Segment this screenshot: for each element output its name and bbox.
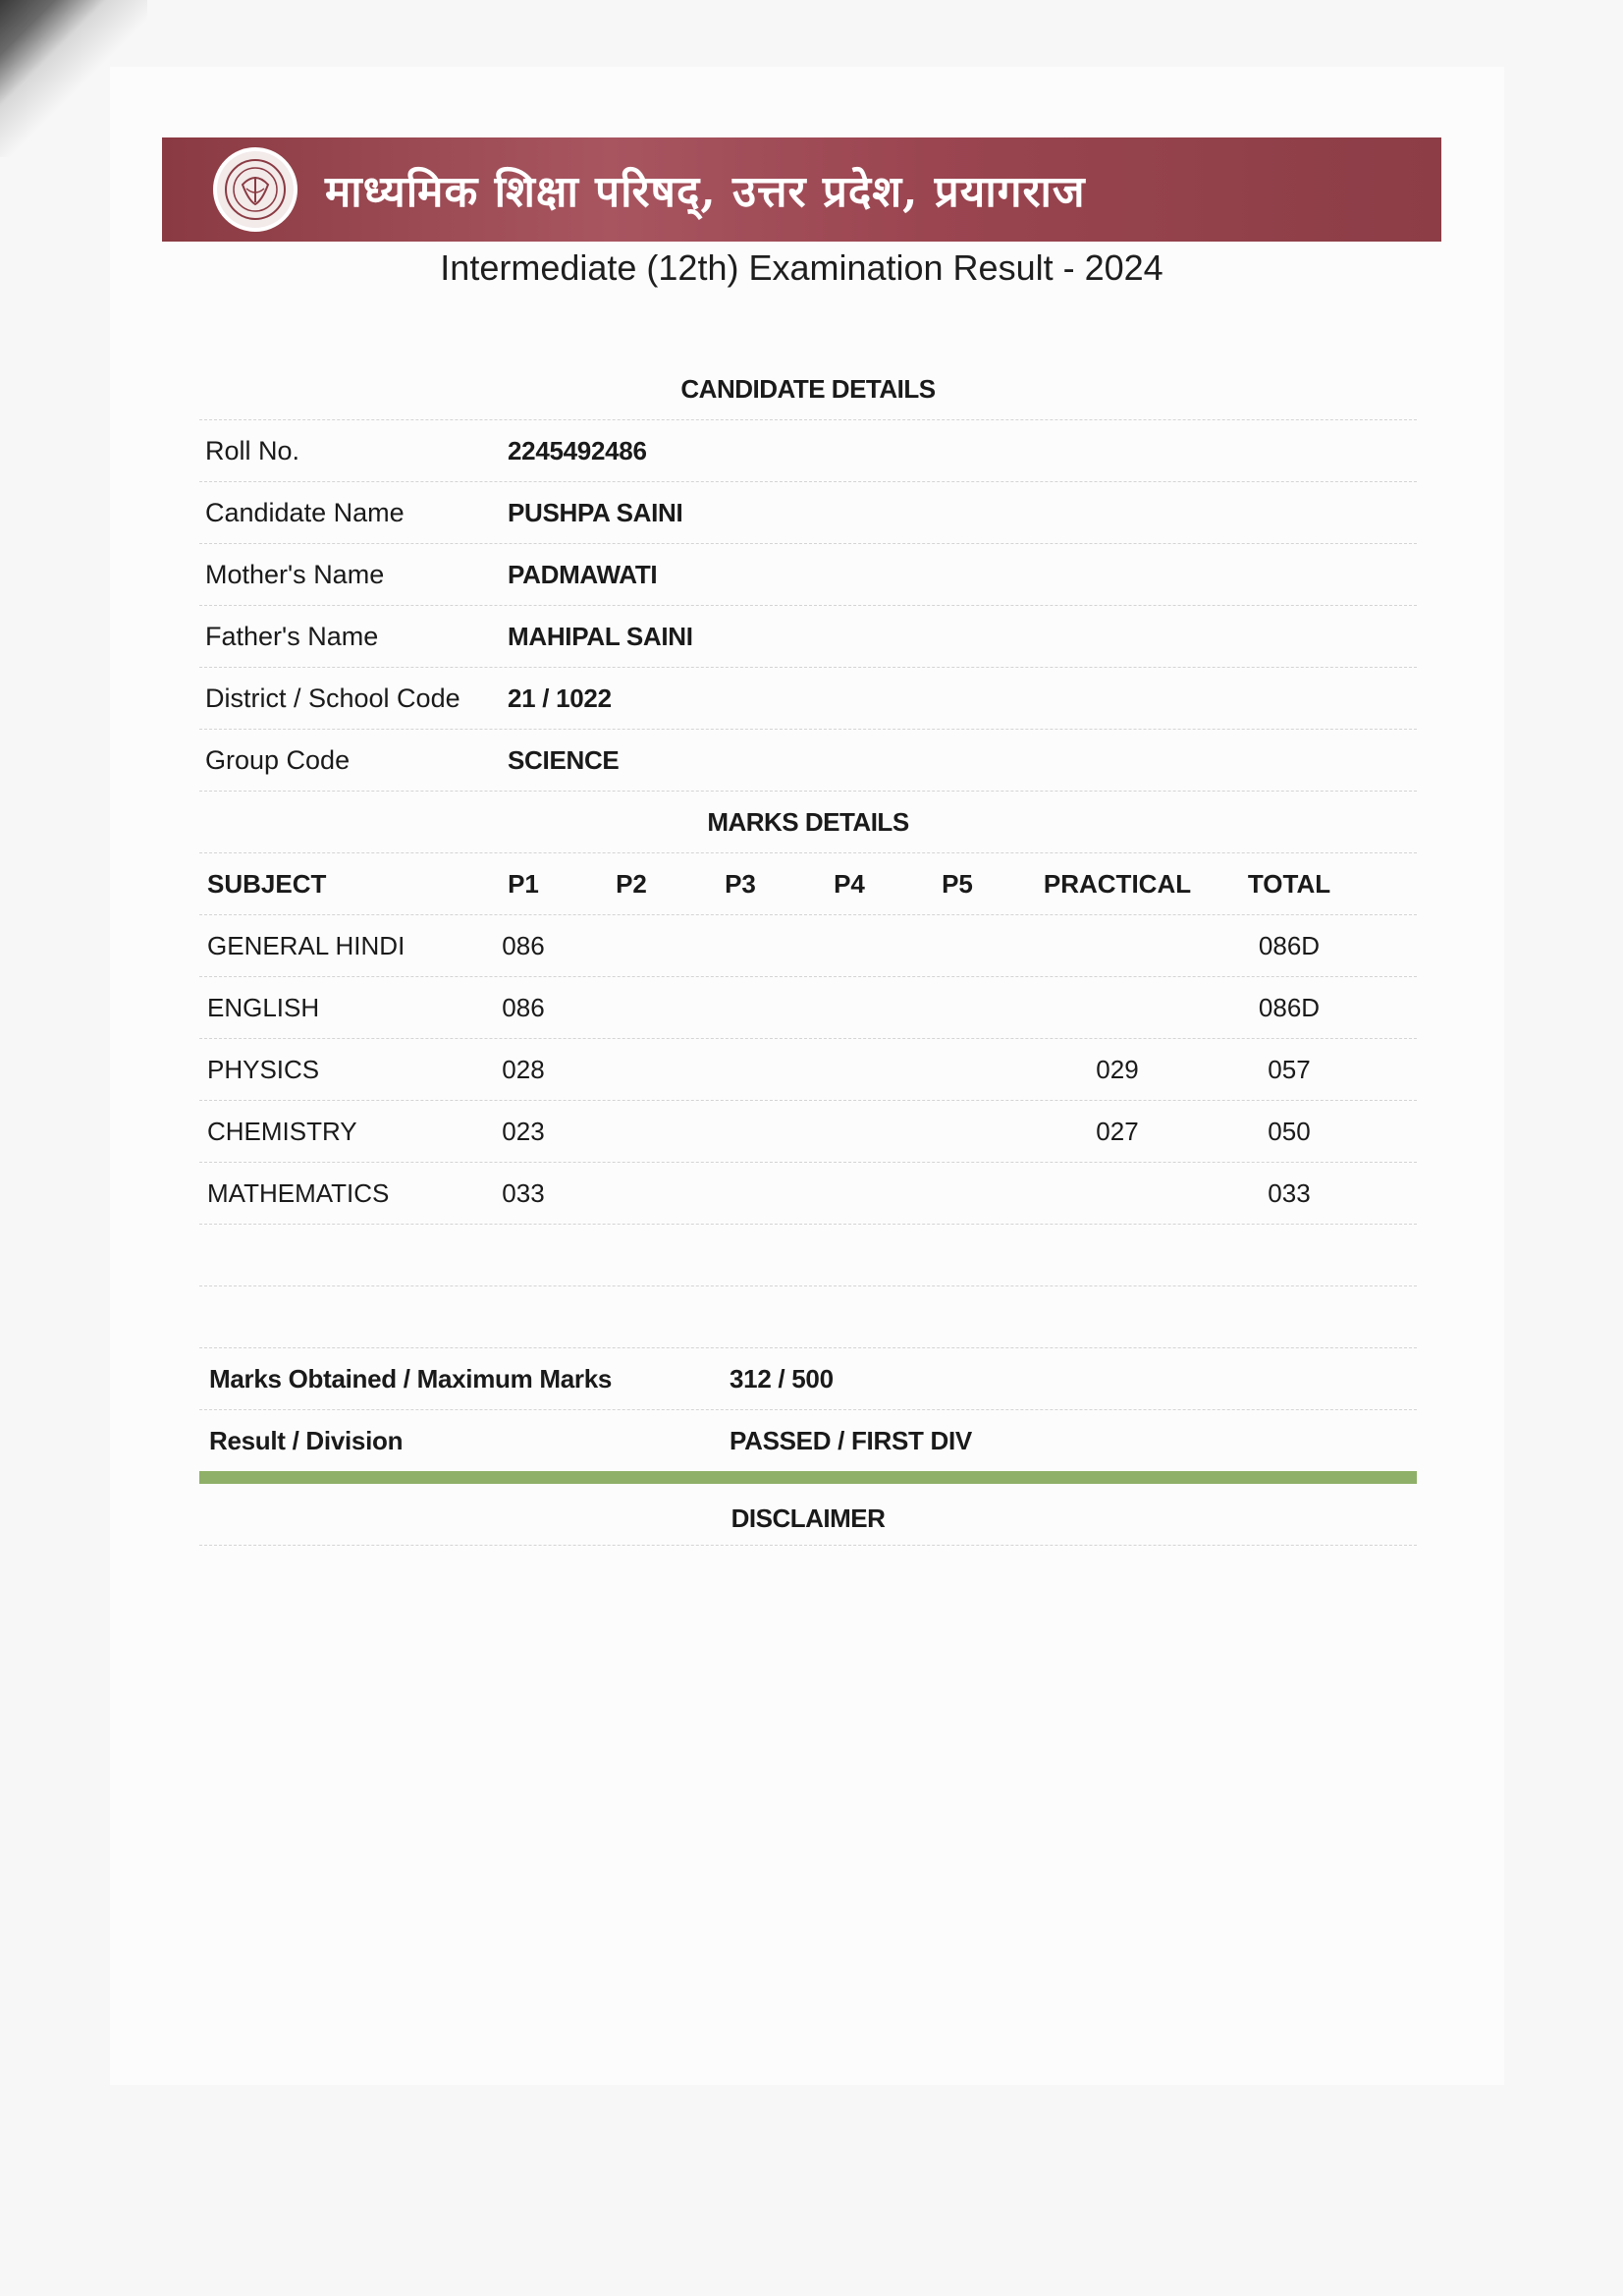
p1-cell: 028	[502, 1055, 545, 1084]
column-header: PRACTICAL	[1043, 869, 1192, 899]
field-label: Group Code	[205, 745, 351, 775]
total-cell: 033	[1268, 1178, 1311, 1208]
column-header: SUBJECT	[207, 869, 327, 899]
result-content	[199, 358, 1417, 1546]
marks-obtained-value: 312 / 500	[730, 1364, 834, 1394]
p1-cell: 023	[502, 1117, 545, 1146]
column-header: P5	[942, 869, 973, 899]
table-row	[199, 915, 1417, 977]
candidate-details-heading: CANDIDATE DETAILS	[680, 374, 936, 404]
column-header: P1	[508, 869, 539, 899]
group-code: SCIENCE	[508, 745, 620, 775]
marks-details-heading: MARKS DETAILS	[707, 807, 909, 837]
table-spacer	[199, 1225, 1417, 1286]
subject-cell: PHYSICS	[207, 1055, 320, 1084]
table-row	[199, 1163, 1417, 1225]
result-summary-row	[199, 1410, 1417, 1471]
field-label: District / School Code	[205, 683, 460, 713]
field-label: Mother's Name	[205, 560, 385, 589]
total-cell: 057	[1268, 1055, 1311, 1084]
roll-number: 2245492486	[508, 436, 647, 465]
divider-bar	[199, 1471, 1417, 1484]
table-row	[199, 977, 1417, 1039]
candidate-field-row	[199, 544, 1417, 606]
total-cell: 086D	[1258, 993, 1321, 1022]
marks-summary-row	[199, 1348, 1417, 1410]
candidate-details-heading-row	[199, 358, 1417, 420]
table-row	[199, 1039, 1417, 1101]
p1-cell: 033	[502, 1178, 545, 1208]
subject-cell: MATHEMATICS	[207, 1178, 390, 1208]
header-banner	[162, 137, 1441, 242]
disclaimer-heading: DISCLAIMER	[730, 1503, 886, 1533]
marks-details-heading-row	[199, 792, 1417, 853]
candidate-name: PUSHPA SAINI	[508, 498, 683, 527]
subject-cell: CHEMISTRY	[207, 1117, 357, 1146]
disclaimer-row	[199, 1484, 1417, 1546]
field-label: Father's Name	[205, 622, 379, 651]
candidate-field-row	[199, 668, 1417, 730]
p1-cell: 086	[502, 931, 545, 960]
column-header: P2	[616, 869, 647, 899]
subject-cell: GENERAL HINDI	[207, 931, 406, 960]
table-row	[199, 1101, 1417, 1163]
result-division-value: PASSED / FIRST DIV	[730, 1426, 972, 1455]
total-cell: 050	[1268, 1117, 1311, 1146]
board-title: माध्यमिक शिक्षा परिषद्, उत्तर प्रदेश, प्रयागराज	[325, 167, 1086, 217]
marks-table-header	[199, 853, 1417, 915]
district-school-code: 21 / 1022	[508, 683, 612, 713]
candidate-field-row	[199, 730, 1417, 792]
field-label: Candidate Name	[205, 498, 405, 527]
p1-cell: 086	[502, 993, 545, 1022]
practical-cell: 027	[1096, 1117, 1139, 1146]
candidate-field-row	[199, 606, 1417, 668]
table-spacer	[199, 1286, 1417, 1348]
marks-obtained-label: Marks Obtained / Maximum Marks	[209, 1364, 613, 1394]
column-header: P4	[834, 869, 865, 899]
mother-name: PADMAWATI	[508, 560, 658, 589]
total-cell: 086D	[1258, 931, 1321, 960]
father-name: MAHIPAL SAINI	[508, 622, 693, 651]
exam-title: Intermediate (12th) Examination Result - 2024	[440, 247, 1163, 288]
column-header: TOTAL	[1247, 869, 1331, 899]
column-header: P3	[725, 869, 756, 899]
up-state-emblem-icon	[213, 147, 298, 232]
result-division-label: Result / Division	[209, 1426, 404, 1455]
field-label: Roll No.	[205, 436, 300, 465]
subject-cell: ENGLISH	[207, 993, 320, 1022]
candidate-field-row	[199, 420, 1417, 482]
practical-cell: 029	[1096, 1055, 1139, 1084]
candidate-field-row	[199, 482, 1417, 544]
